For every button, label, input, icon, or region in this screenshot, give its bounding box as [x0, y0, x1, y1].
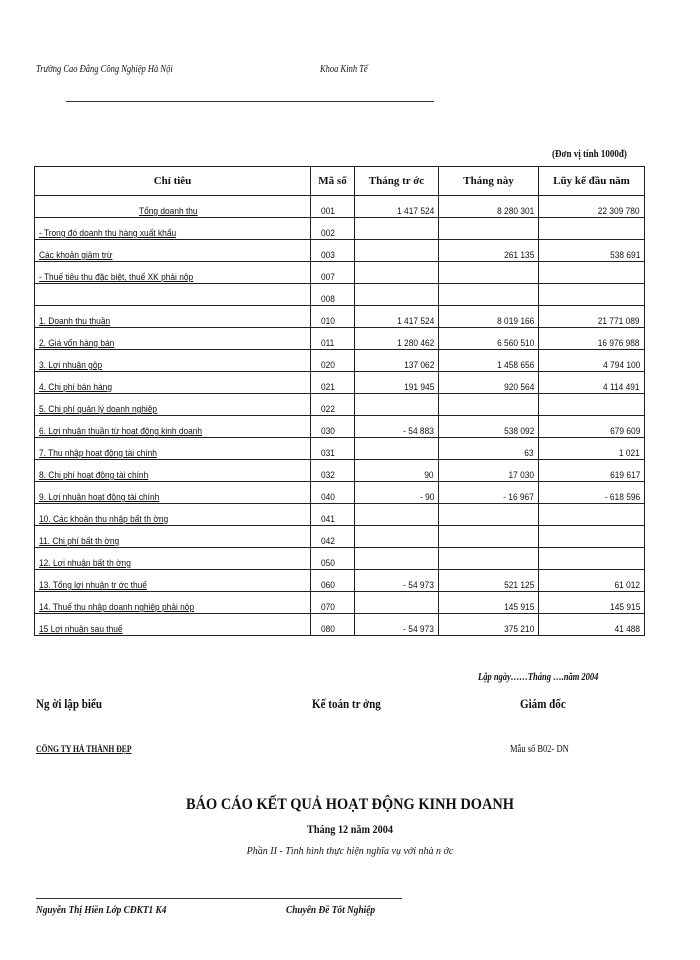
row-ytd-value-cell: [539, 570, 645, 592]
row-indicator-name: 6. Lợi nhuận thuần từ hoạt động kinh doanh: [39, 426, 203, 437]
row-code: 040: [321, 492, 335, 503]
row-ytd-value-cell: [539, 504, 645, 526]
row-this-month-value: 375 210: [503, 624, 534, 635]
row-ytd-value: 679 609: [609, 426, 640, 437]
row-prev-month-value-cell: [355, 394, 439, 416]
row-ytd-value-cell: [539, 328, 645, 350]
row-code: 008: [321, 294, 335, 305]
row-indicator-name: 5. Chi phí quản lý doanh nghiệp: [39, 404, 158, 415]
row-this-month-value: 8 019 166: [496, 316, 534, 327]
row-ytd-value: 21 771 089: [598, 316, 640, 327]
col-header-this-month: Tháng này: [439, 167, 539, 196]
row-this-month-value-cell: [439, 350, 539, 372]
row-indicator-name: 14. Thuế thu nhập doanh nghiệp phải nộp: [39, 602, 195, 613]
table-body: [35, 196, 645, 636]
table-row: [35, 240, 645, 262]
row-this-month-value-cell: [439, 482, 539, 504]
row-code-cell: [311, 262, 355, 284]
row-prev-month-value: 1 417 524: [396, 316, 434, 327]
row-code: 041: [321, 514, 335, 525]
footer-divider: [36, 898, 402, 899]
row-ytd-value: 4 114 491: [603, 382, 640, 393]
row-this-month-value-cell: [439, 460, 539, 482]
row-ytd-value-cell: [539, 218, 645, 240]
row-this-month-value-cell: [439, 284, 539, 306]
row-this-month-value: - 16 967: [503, 492, 534, 503]
table-row: [35, 372, 645, 394]
thesis-label: Chuyên Đề Tốt Nghiệp: [286, 904, 376, 916]
table-row: [35, 306, 645, 328]
row-code-cell: [311, 306, 355, 328]
row-prev-month-value-cell: [355, 482, 439, 504]
row-code: 021: [321, 382, 335, 393]
row-code-cell: [311, 504, 355, 526]
row-indicator-name-cell: [35, 614, 311, 636]
row-code-cell: [311, 548, 355, 570]
row-code-cell: [311, 372, 355, 394]
row-code: 010: [321, 316, 335, 327]
row-this-month-value-cell: [439, 240, 539, 262]
row-indicator-name-cell: [35, 482, 311, 504]
row-this-month-value: 8 280 301: [496, 206, 534, 217]
row-indicator-name-cell: [35, 548, 311, 570]
col-header-prev-month: Tháng tr ớc: [355, 167, 439, 196]
table-row: [35, 196, 645, 218]
col-header-code: Mã số: [311, 167, 355, 196]
row-prev-month-value: - 54 973: [403, 580, 434, 591]
row-ytd-value-cell: [539, 482, 645, 504]
row-ytd-value-cell: [539, 284, 645, 306]
unit-label: (Đơn vị tính 1000đ): [552, 148, 627, 160]
row-indicator-name: - Trong đó doanh thu hàng xuất khẩu: [39, 228, 177, 239]
table-row: [35, 394, 645, 416]
row-ytd-value-cell: [539, 526, 645, 548]
table-row: [35, 548, 645, 570]
row-prev-month-value: 90: [424, 470, 434, 481]
row-ytd-value-cell: [539, 548, 645, 570]
report-title: BÁO CÁO KẾT QUẢ HOẠT ĐỘNG KINH DOANH: [186, 796, 514, 813]
row-prev-month-value-cell: [355, 548, 439, 570]
form-number: Mẫu số B02- DN: [510, 744, 569, 755]
row-code-cell: [311, 614, 355, 636]
table-row: [35, 284, 645, 306]
row-indicator-name-cell: [35, 526, 311, 548]
row-this-month-value: 261 135: [503, 250, 534, 261]
table-row: [35, 504, 645, 526]
row-code-cell: [311, 482, 355, 504]
row-indicator-name-cell: [35, 372, 311, 394]
row-code-cell: [311, 196, 355, 218]
row-prev-month-value: - 54 973: [403, 624, 434, 635]
row-prev-month-value-cell: [355, 372, 439, 394]
row-ytd-value: 41 488: [614, 624, 640, 635]
row-prev-month-value: 1 417 524: [396, 206, 434, 217]
school-name: Trường Cao Đẳng Công Nghiệp Hà Nội: [36, 64, 173, 75]
row-code: 042: [321, 536, 335, 547]
row-ytd-value-cell: [539, 416, 645, 438]
row-code-cell: [311, 240, 355, 262]
row-ytd-value-cell: [539, 372, 645, 394]
row-this-month-value-cell: [439, 372, 539, 394]
faculty-name: Khoa Kinh Tế: [320, 64, 368, 75]
row-prev-month-value-cell: [355, 328, 439, 350]
row-code: 030: [321, 426, 335, 437]
row-this-month-value: 920 564: [503, 382, 534, 393]
row-prev-month-value-cell: [355, 306, 439, 328]
row-code: 003: [321, 250, 335, 261]
row-prev-month-value-cell: [355, 262, 439, 284]
row-indicator-name: 8. Chi phí hoạt động tài chính: [39, 470, 149, 481]
table-row: [35, 592, 645, 614]
row-prev-month-value-cell: [355, 460, 439, 482]
row-code: 070: [321, 602, 335, 613]
header-divider: [66, 101, 434, 102]
row-indicator-name-cell: [35, 262, 311, 284]
row-this-month-value-cell: [439, 570, 539, 592]
row-ytd-value-cell: [539, 614, 645, 636]
row-ytd-value: - 618 596: [604, 492, 640, 503]
table-row: [35, 438, 645, 460]
table-row: [35, 262, 645, 284]
table-row: [35, 526, 645, 548]
table-row: [35, 218, 645, 240]
row-indicator-name-cell: [35, 394, 311, 416]
row-prev-month-value: - 54 883: [403, 426, 434, 437]
signature-preparer: Ng ời lập biểu: [36, 696, 102, 711]
row-prev-month-value-cell: [355, 284, 439, 306]
row-ytd-value-cell: [539, 394, 645, 416]
row-code-cell: [311, 218, 355, 240]
row-indicator-name-cell: [35, 240, 311, 262]
table-row: [35, 482, 645, 504]
row-code: 011: [321, 338, 335, 349]
table-row: [35, 328, 645, 350]
row-indicator-name: 3. Lợi nhuận gộp: [39, 360, 103, 371]
row-ytd-value-cell: [539, 240, 645, 262]
row-prev-month-value-cell: [355, 218, 439, 240]
row-code-cell: [311, 328, 355, 350]
row-indicator-name: 9. Lợi nhuận hoạt động tài chính: [39, 492, 160, 503]
row-indicator-name: - Thuế tiêu thụ đặc biệt, thuế XK phải nộp: [39, 272, 194, 283]
row-this-month-value: 145 915: [503, 602, 534, 613]
row-prev-month-value-cell: [355, 350, 439, 372]
row-code-cell: [311, 460, 355, 482]
row-code: 080: [321, 624, 335, 635]
row-indicator-name-cell: [35, 460, 311, 482]
row-indicator-name-cell: [35, 570, 311, 592]
row-indicator-name: Các khoản giảm trừ: [39, 250, 113, 261]
row-ytd-value: 538 691: [609, 250, 640, 261]
row-ytd-value-cell: [539, 592, 645, 614]
table-row: [35, 350, 645, 372]
row-code-cell: [311, 570, 355, 592]
row-ytd-value-cell: [539, 262, 645, 284]
row-code-cell: [311, 592, 355, 614]
row-prev-month-value-cell: [355, 196, 439, 218]
row-this-month-value-cell: [439, 504, 539, 526]
row-code-cell: [311, 438, 355, 460]
row-ytd-value: 16 976 988: [598, 338, 640, 349]
row-indicator-name-cell: [35, 416, 311, 438]
row-this-month-value-cell: [439, 196, 539, 218]
row-code: 050: [321, 558, 335, 569]
row-this-month-value-cell: [439, 592, 539, 614]
row-ytd-value: 61 012: [614, 580, 640, 591]
row-indicator-name-cell: [35, 350, 311, 372]
row-code: 002: [321, 228, 335, 239]
row-indicator-name-cell: [35, 196, 311, 218]
signature-chief-accountant: Kế toán tr ởng: [312, 696, 381, 711]
row-ytd-value: 22 309 780: [598, 206, 640, 217]
table-row: [35, 460, 645, 482]
col-header-ytd: Lũy kế đầu năm: [539, 167, 645, 196]
row-ytd-value-cell: [539, 306, 645, 328]
row-indicator-name: 11. Chi phí bất th ờng: [39, 536, 120, 547]
row-this-month-value: 521 125: [503, 580, 534, 591]
row-prev-month-value-cell: [355, 526, 439, 548]
table-row: [35, 570, 645, 592]
report-month: Tháng 12 năm 2004: [307, 822, 393, 836]
row-code: 007: [321, 272, 335, 283]
row-code: 022: [321, 404, 335, 415]
row-ytd-value: 1 021: [619, 448, 640, 459]
row-prev-month-value-cell: [355, 416, 439, 438]
row-code: 060: [321, 580, 335, 591]
row-ytd-value: 145 915: [609, 602, 640, 613]
row-indicator-name-cell: [35, 592, 311, 614]
row-ytd-value-cell: [539, 460, 645, 482]
row-this-month-value-cell: [439, 614, 539, 636]
row-code-cell: [311, 284, 355, 306]
table-row: [35, 614, 645, 636]
row-code-cell: [311, 394, 355, 416]
signature-director: Giám đốc: [520, 696, 566, 711]
row-ytd-value-cell: [539, 350, 645, 372]
col-header-indicator: Chỉ tiêu: [35, 167, 311, 196]
company-name: CÔNG TY HÀ THÀNH ĐẸP: [36, 744, 132, 754]
row-indicator-name: Tổng doanh thu: [139, 206, 198, 217]
student-name: Nguyễn Thị Hiền Lớp CĐKT1 K4: [36, 904, 167, 916]
row-code: 031: [321, 448, 335, 459]
row-ytd-value-cell: [539, 196, 645, 218]
row-code: 032: [321, 470, 335, 481]
row-indicator-name: 10. Các khoản thu nhập bất th ờng: [39, 514, 169, 525]
row-code-cell: [311, 416, 355, 438]
row-this-month-value: 538 092: [503, 426, 534, 437]
report-part: Phần II - Tình hình thực hiện nghĩa vụ với nhà n ớc: [246, 846, 454, 857]
row-this-month-value: 1 458 656: [496, 360, 534, 371]
row-indicator-name-cell: [35, 218, 311, 240]
row-prev-month-value-cell: [355, 504, 439, 526]
row-code: 001: [321, 206, 335, 217]
row-this-month-value: 6 560 510: [496, 338, 534, 349]
row-ytd-value-cell: [539, 438, 645, 460]
row-prev-month-value: 137 062: [403, 360, 434, 371]
row-code-cell: [311, 526, 355, 548]
row-indicator-name-cell: [35, 504, 311, 526]
row-this-month-value: 17 030: [508, 470, 534, 481]
table-row: [35, 416, 645, 438]
row-prev-month-value-cell: [355, 614, 439, 636]
row-this-month-value-cell: [439, 328, 539, 350]
table-header-row: [35, 167, 645, 196]
row-this-month-value: 63: [524, 448, 534, 459]
row-this-month-value-cell: [439, 306, 539, 328]
row-prev-month-value-cell: [355, 570, 439, 592]
row-prev-month-value: 1 280 462: [396, 338, 434, 349]
row-this-month-value-cell: [439, 416, 539, 438]
row-this-month-value-cell: [439, 548, 539, 570]
row-prev-month-value-cell: [355, 240, 439, 262]
row-indicator-name: 15 Lợi nhuận sau thuế: [39, 624, 123, 635]
row-this-month-value-cell: [439, 438, 539, 460]
row-prev-month-value: - 90: [419, 492, 434, 503]
row-indicator-name-cell: [35, 306, 311, 328]
row-indicator-name-cell: [35, 328, 311, 350]
row-indicator-name: 2. Giá vốn hàng bán: [39, 338, 115, 349]
row-indicator-name: 13. Tổng lợi nhuận tr ớc thuế: [39, 580, 147, 591]
row-ytd-value: 4 794 100: [602, 360, 640, 371]
row-indicator-name: 12. Lợi nhuận bất th ờng: [39, 558, 131, 569]
row-this-month-value-cell: [439, 394, 539, 416]
row-this-month-value-cell: [439, 262, 539, 284]
row-code-cell: [311, 350, 355, 372]
row-indicator-name-cell: [35, 438, 311, 460]
income-report-table: [34, 166, 645, 636]
row-ytd-value: 619 617: [609, 470, 640, 481]
row-indicator-name: 7. Thu nhập hoạt động tài chính: [39, 448, 157, 459]
row-indicator-name-cell: [35, 284, 311, 306]
row-indicator-name: 1. Doanh thu thuần: [39, 316, 111, 327]
row-code: 020: [321, 360, 335, 371]
row-prev-month-value-cell: [355, 438, 439, 460]
row-this-month-value-cell: [439, 526, 539, 548]
row-prev-month-value: 191 945: [403, 382, 434, 393]
row-prev-month-value-cell: [355, 592, 439, 614]
row-this-month-value-cell: [439, 218, 539, 240]
row-indicator-name: 4. Chi phí bán hàng: [39, 382, 112, 393]
report-date-line: Lập ngày……Tháng ….năm 2004: [478, 672, 599, 683]
